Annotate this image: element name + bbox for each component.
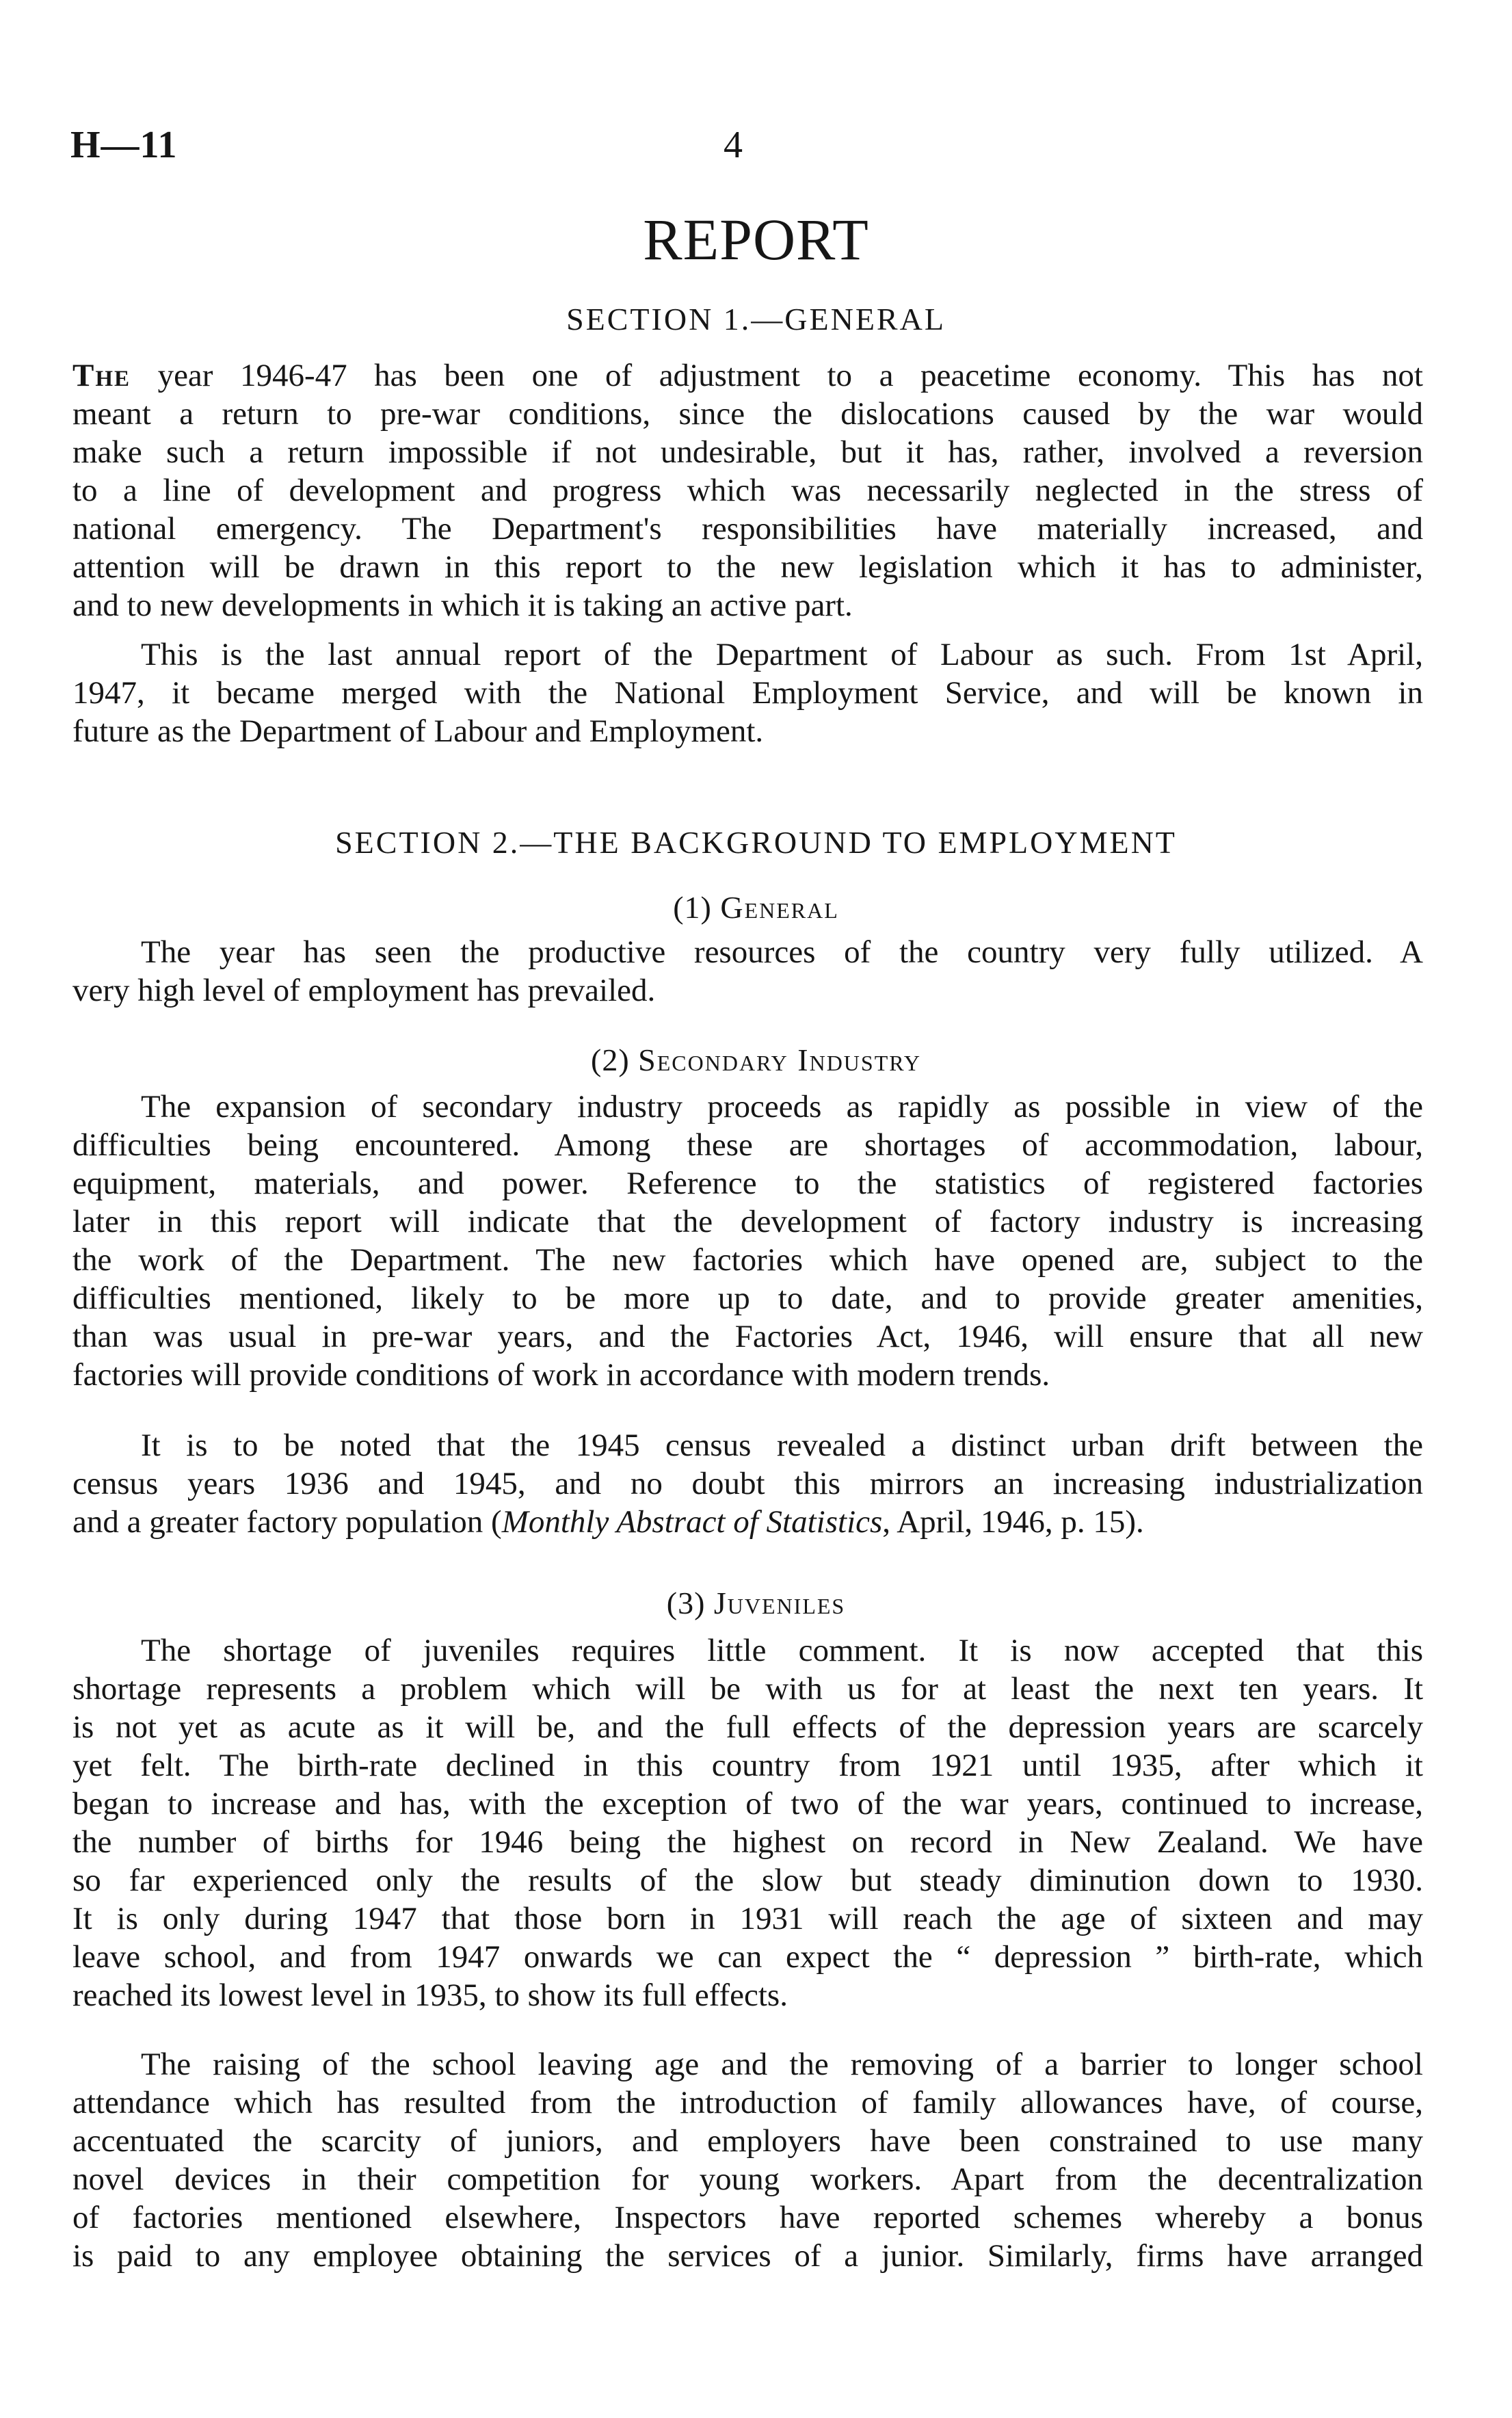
secondary-paragraph-2	[72, 1426, 1423, 1541]
text-line: The expansion of secondary industry proceeds as rapidly as possible in view of the	[141, 1089, 1423, 1125]
text-line: novel devices in their competition for young workers. Apart from the decentralization	[72, 2161, 1423, 2197]
text-line: It is only during 1947 that those born in 1931 will reach the age of sixteen and may	[72, 1901, 1423, 1936]
text-line: future as the Department of Labour and Employment.	[72, 713, 764, 749]
section-1-paragraph-2	[72, 635, 1423, 750]
text-line: the number of births for 1946 being the highest on record in New Zealand. We have	[72, 1824, 1423, 1860]
text-line: This is the last annual report of the Department of Labour as such. From 1st April,	[141, 637, 1423, 672]
text-line: The raising of the school leaving age and the removing of a barrier to longer school	[141, 2047, 1423, 2082]
text-line: difficulties mentioned, likely to be more up to date, and to provide greater amenities,	[72, 1280, 1423, 1316]
juveniles-paragraph-2	[72, 2045, 1423, 2275]
subsection-number: (1)	[673, 890, 712, 925]
citation-title: Monthly Abstract of Statistics	[501, 1504, 883, 1540]
text-line: The year 1946-47 has been one of adjustment to a peacetime economy. This has not	[72, 358, 1423, 393]
document-reference: H—11	[70, 124, 178, 166]
text-line: began to increase and has, with the exception of two of the war years, continued to increase,	[72, 1786, 1423, 1822]
subsection-title: Juveniles	[713, 1586, 846, 1620]
text-line: national emergency. The Department's responsibilities have materially increased, and	[72, 511, 1423, 547]
text-line: It is to be noted that the 1945 census revealed a distinct urban drift between the	[141, 1428, 1423, 1463]
text-line: the work of the Department. The new factories which have opened are, subject to the	[72, 1242, 1423, 1278]
subsection-juveniles-heading	[0, 1585, 1512, 1621]
text-line: yet felt. The birth-rate declined in this country from 1921 until 1935, after which it	[72, 1748, 1423, 1783]
text-line: of factories mentioned elsewhere, Inspectors have reported schemes whereby a bonus	[72, 2200, 1423, 2235]
text-line: very high level of employment has prevailed.	[72, 973, 656, 1008]
text-line: attendance which has resulted from the introduction of family allowances have, of course,	[72, 2085, 1423, 2120]
text-line: and a greater factory population (Monthly Abstract of Statistics, April, 1946, p. 15).	[72, 1504, 1144, 1540]
text-line: make such a return impossible if not undesirable, but it has, rather, involved a reversion	[72, 434, 1423, 470]
text-line: census years 1936 and 1945, and no doubt this mirrors an increasing industrialization	[72, 1466, 1423, 1501]
subsection-number: (3)	[666, 1586, 706, 1620]
text-line: reached its lowest level in 1935, to show its full effects.	[72, 1977, 788, 2013]
text-line: equipment, materials, and power. Reference to the statistics of registered factories	[72, 1166, 1423, 1201]
subsection-title: General	[720, 890, 839, 925]
text-line: The shortage of juveniles requires little comment. It is now accepted that this	[141, 1633, 1423, 1668]
general-paragraph	[72, 933, 1423, 1010]
subsection-title: Secondary Industry	[638, 1042, 921, 1077]
text-line: than was usual in pre-war years, and the Factories Act, 1946, will ensure that all new	[72, 1319, 1423, 1354]
text-line: difficulties being encountered. Among these are shortages of accommodation, labour,	[72, 1127, 1423, 1163]
juveniles-paragraph-1	[72, 1631, 1423, 2014]
text-line: factories will provide conditions of work in accordance with modern trends.	[72, 1357, 1050, 1393]
text-line: later in this report will indicate that the development of factory industry is increasing	[72, 1204, 1423, 1239]
text-line: attention will be drawn in this report to the new legislation which it has to administer,	[72, 549, 1423, 585]
text-line: shortage represents a problem which will be with us for at least the next ten years. It	[72, 1671, 1423, 1707]
secondary-paragraph-1	[72, 1088, 1423, 1394]
section-1-paragraph-1	[72, 356, 1423, 625]
text-line: accentuated the scarcity of juniors, and employers have been constrained to use many	[72, 2123, 1423, 2159]
subsection-secondary-heading	[0, 1042, 1512, 1078]
section-2-heading: SECTION 2.—THE BACKGROUND TO EMPLOYMENT	[335, 825, 1177, 860]
text-line: is not yet as acute as it will be, and the full effects of the depression years are scarcely	[72, 1709, 1423, 1745]
page-number: 4	[724, 124, 743, 166]
text-line: so far experienced only the results of the slow but steady diminution down to 1930.	[72, 1863, 1423, 1898]
text-line: is paid to any employee obtaining the services of a junior. Similarly, firms have arranged	[72, 2238, 1423, 2274]
text-line: meant a return to pre-war conditions, since the dislocations caused by the war would	[72, 396, 1423, 432]
page-title: REPORT	[643, 207, 869, 272]
text-line: 1947, it became merged with the National Employment Service, and will be known in	[72, 675, 1423, 711]
subsection-number: (2)	[591, 1042, 630, 1077]
opening-word: The	[72, 358, 131, 393]
subsection-general-heading	[0, 889, 1512, 925]
text-line: The year has seen the productive resources of the country very fully utilized. A	[141, 934, 1423, 970]
section-1-heading: SECTION 1.—GENERAL	[566, 302, 946, 337]
text-line: to a line of development and progress which was necessarily neglected in the stress of	[72, 473, 1423, 508]
text-line: and to new developments in which it is taking an active part.	[72, 588, 853, 623]
text-line: leave school, and from 1947 onwards we can expect the “ depression ” birth-rate, which	[72, 1939, 1423, 1975]
